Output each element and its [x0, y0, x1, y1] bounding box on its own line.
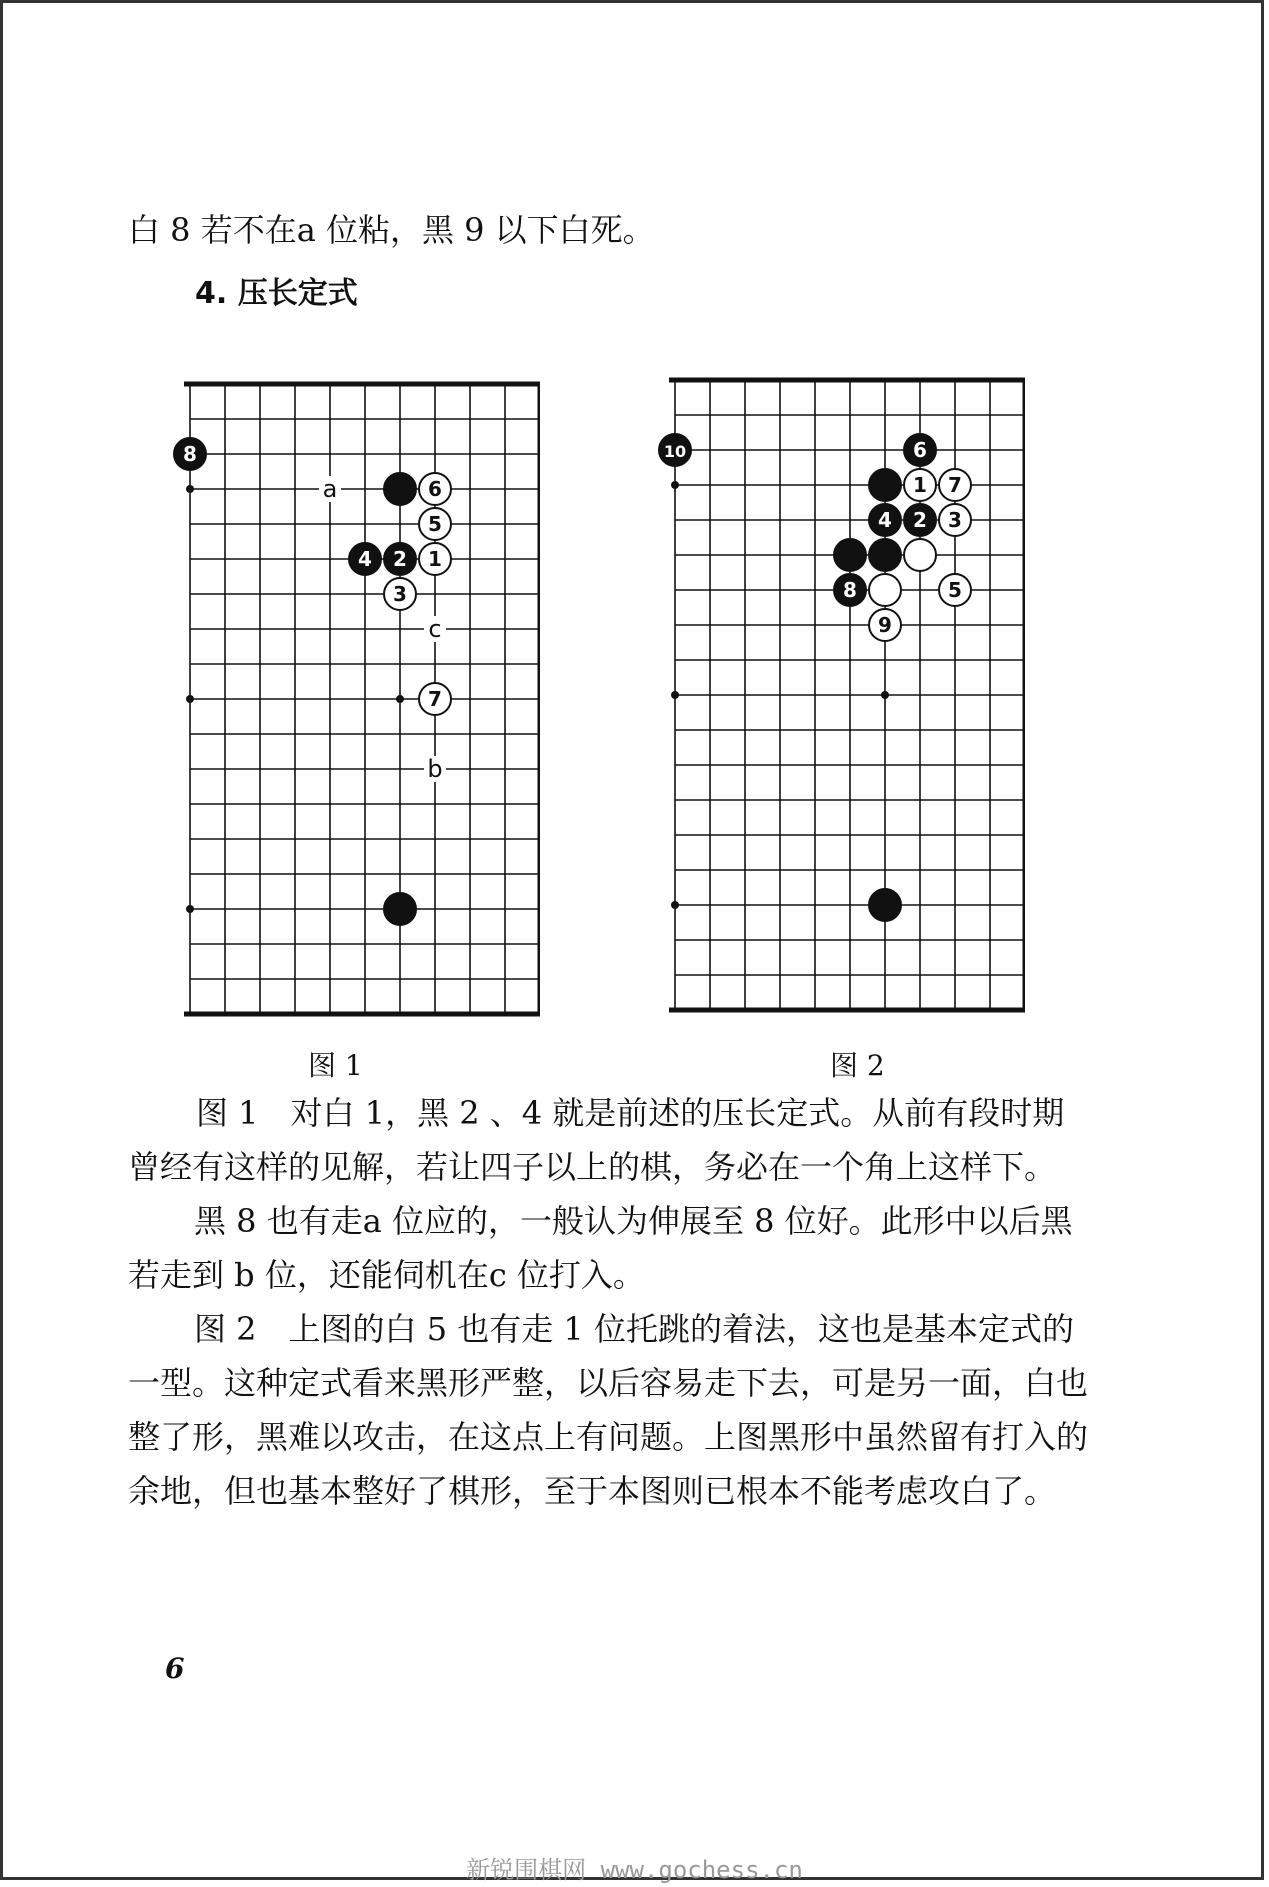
fig2-star-point: [881, 691, 889, 699]
page-number: 6: [165, 1652, 185, 1685]
fig2-black-stone: [834, 539, 866, 571]
fig1-stone-label: 1: [428, 547, 442, 571]
fig2-stone-label: 4: [878, 508, 892, 532]
fig1-letter-a: a: [322, 475, 338, 503]
figure1-caption: 图 1: [308, 1049, 363, 1082]
watermark-footer: 新锐围棋网 www.gochess.cn: [466, 1856, 803, 1884]
fig1-stone-label: 2: [393, 547, 407, 571]
fig2-stone-label: 5: [948, 578, 962, 602]
fig1-star-point: [396, 695, 404, 703]
go-board-figure1: [170, 372, 540, 1032]
fig1-stone-label: 8: [183, 442, 197, 466]
fig2-stone-label: 2: [913, 508, 927, 532]
paragraph-3: 图 2 上图的白 5 也有走 1 位托跳的着法，这也是基本定式的一型。这种定式看来黑形严整，以后容易走下去，可是另一面，白也整了形，黑难以攻击，在这点上有问题。上图黑形中虽然留有打入的余地，但也基本整好了棋形，至于本图则已根本不能考虑攻白了。: [128, 1310, 1089, 1510]
paragraph-2: 黑 8 也有走a 位应的，一般认为伸展至 8 位好。此形中以后黑若走到 b 位，还能伺机在c 位打入。: [128, 1202, 1073, 1294]
go-board-figure2: [655, 368, 1025, 1028]
fig2-black-stone: [869, 469, 901, 501]
figure2-caption: 图 2: [830, 1049, 885, 1082]
fig2-stone-label: 1: [913, 473, 927, 497]
section-heading: 4. 压长定式: [195, 276, 358, 311]
fig2-stone-label: 3: [948, 508, 962, 532]
fig1-stone-label: 4: [358, 547, 372, 571]
fig2-black-stone: [869, 539, 901, 571]
fig2-white-stone: [904, 539, 936, 571]
fig1-star-point: [186, 485, 194, 493]
fig1-black-stone: [384, 893, 416, 925]
fig2-star-point: [671, 901, 679, 909]
fig2-stone-label: 9: [878, 613, 892, 637]
fig2-black-stone: [869, 889, 901, 921]
fig1-stone-label: 6: [428, 477, 442, 501]
intro-line: 白 8 若不在a 位粘，黑 9 以下白死。: [128, 211, 655, 249]
paragraph-1: 图 1 对白 1，黑 2 、4 就是前述的压长定式。从前有段时期曾经有这样的见解，若让四子以上的棋，务必在一个角上这样下。: [128, 1094, 1065, 1186]
body-text: [128, 1086, 1088, 1518]
fig1-letter-b: b: [427, 755, 443, 783]
fig1-star-point: [186, 695, 194, 703]
fig2-white-stone: [869, 574, 901, 606]
fig2-stone-label: 10: [663, 442, 687, 461]
fig1-stone-label: 3: [393, 582, 407, 606]
fig1-letter-c: c: [428, 615, 442, 643]
fig2-stone-label: 7: [948, 473, 962, 497]
fig2-star-point: [671, 481, 679, 489]
fig2-star-point: [671, 691, 679, 699]
fig1-stone-label: 5: [428, 512, 442, 536]
fig2-stone-label: 6: [913, 438, 927, 462]
fig2-stone-label: 8: [843, 578, 857, 602]
fig1-black-stone: [384, 473, 416, 505]
fig1-stone-label: 7: [428, 687, 442, 711]
fig1-star-point: [186, 905, 194, 913]
